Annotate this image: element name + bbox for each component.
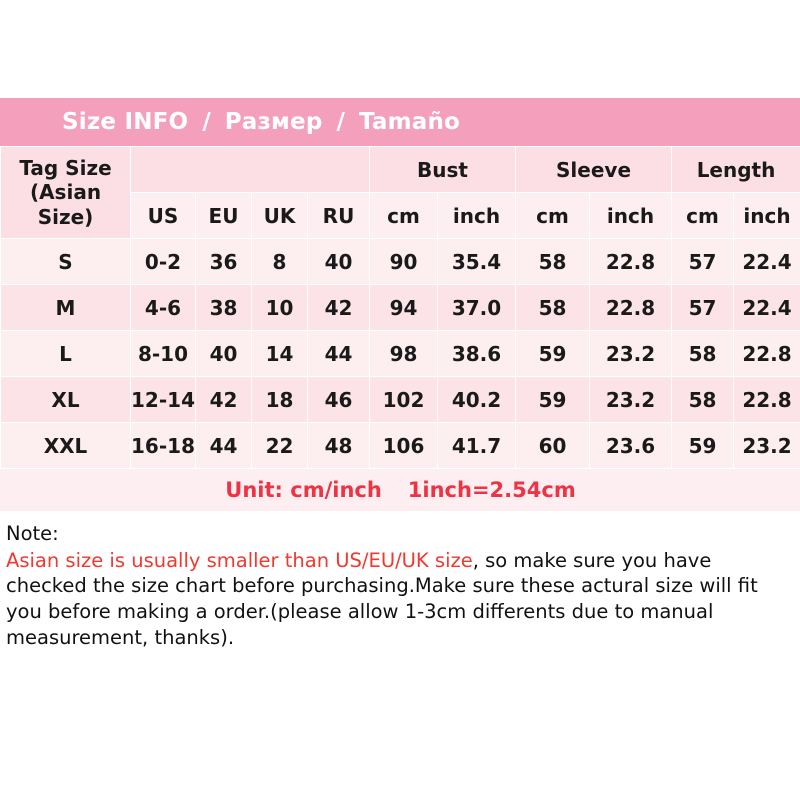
cell-xl-bust-inch: 40.2: [438, 377, 516, 423]
header-ru: RU: [308, 193, 370, 239]
size-table: [0, 146, 800, 469]
cell-m-eu: 38: [196, 285, 252, 331]
header-length-inch: inch: [734, 193, 800, 239]
header-length-cm: cm: [672, 193, 734, 239]
row-tag-s: S: [1, 239, 131, 285]
row-tag-l: L: [1, 331, 131, 377]
cell-l-length-inch: 22.8: [734, 331, 800, 377]
cell-xl-sleeve-cm: 59: [516, 377, 590, 423]
cell-s-sleeve-inch: 22.8: [590, 239, 672, 285]
cell-m-ru: 42: [308, 285, 370, 331]
size-chart-sheet: [0, 98, 800, 651]
header-bust-cm: cm: [370, 193, 438, 239]
note-label: Note:: [6, 522, 59, 545]
cell-xl-sleeve-inch: 23.2: [590, 377, 672, 423]
table-row: [1, 331, 800, 377]
cell-l-ru: 44: [308, 331, 370, 377]
unit-note: [0, 469, 800, 511]
row-tag-xl: XL: [1, 377, 131, 423]
cell-xxl-bust-inch: 41.7: [438, 423, 516, 469]
cell-xl-bust-cm: 102: [370, 377, 438, 423]
cell-l-uk: 14: [252, 331, 308, 377]
cell-m-uk: 10: [252, 285, 308, 331]
note-highlight: Asian size is usually smaller than US/EU/UK size: [6, 548, 473, 572]
header-eu: EU: [196, 193, 252, 239]
cell-xxl-us: 16-18: [131, 423, 196, 469]
table-row: [1, 239, 800, 285]
cell-xl-length-cm: 58: [672, 377, 734, 423]
cell-xl-length-inch: 22.8: [734, 377, 800, 423]
cell-m-length-inch: 22.4: [734, 285, 800, 331]
cell-xxl-bust-cm: 106: [370, 423, 438, 469]
header-group-sleeve: Sleeve: [516, 147, 672, 193]
cell-l-us: 8-10: [131, 331, 196, 377]
header-title-en: Size INFO: [62, 109, 189, 135]
cell-xl-ru: 46: [308, 377, 370, 423]
cell-xxl-length-cm: 59: [672, 423, 734, 469]
cell-xl-us: 12-14: [131, 377, 196, 423]
cell-xl-eu: 42: [196, 377, 252, 423]
row-tag-xxl: XXL: [1, 423, 131, 469]
cell-m-sleeve-cm: 58: [516, 285, 590, 331]
cell-s-uk: 8: [252, 239, 308, 285]
tag-size-line-1: Tag Size: [19, 155, 112, 180]
cell-l-sleeve-inch: 23.2: [590, 331, 672, 377]
header-uk: UK: [252, 193, 308, 239]
table-header-row-groups: [1, 147, 800, 193]
cell-xl-uk: 18: [252, 377, 308, 423]
header-title-ru: Размер: [224, 109, 323, 135]
row-tag-m: M: [1, 285, 131, 331]
header-sleeve-cm: cm: [516, 193, 590, 239]
header-tag-size: [1, 147, 131, 239]
size-info-header: [0, 98, 800, 146]
cell-l-bust-inch: 38.6: [438, 331, 516, 377]
table-row: [1, 285, 800, 331]
tag-size-line-3: Size): [37, 204, 94, 229]
cell-s-eu: 36: [196, 239, 252, 285]
cell-l-eu: 40: [196, 331, 252, 377]
cell-xxl-eu: 44: [196, 423, 252, 469]
header-group-length: Length: [672, 147, 800, 193]
header-bust-inch: inch: [438, 193, 516, 239]
cell-s-length-cm: 57: [672, 239, 734, 285]
header-region-spacer: [131, 147, 370, 193]
cell-s-bust-inch: 35.4: [438, 239, 516, 285]
cell-s-length-inch: 22.4: [734, 239, 800, 285]
cell-xxl-sleeve-cm: 60: [516, 423, 590, 469]
note-block: [0, 511, 800, 651]
header-separator-2: /: [336, 109, 345, 135]
tag-size-line-2: (Asian: [29, 180, 102, 205]
cell-s-us: 0-2: [131, 239, 196, 285]
note-rest: , so make sure you have checked the size chart before purchasing.Make sure these actural size will fit you before making a order.(please allow 1-3cm differents due to manual measurement, thanks).: [6, 548, 758, 649]
header-title-es: Tamaño: [358, 109, 461, 135]
cell-xxl-uk: 22: [252, 423, 308, 469]
header-us: US: [131, 193, 196, 239]
unit-conversion: 1inch=2.54cm: [407, 478, 576, 502]
cell-m-sleeve-inch: 22.8: [590, 285, 672, 331]
cell-m-length-cm: 57: [672, 285, 734, 331]
cell-l-sleeve-cm: 59: [516, 331, 590, 377]
cell-s-ru: 40: [308, 239, 370, 285]
cell-m-bust-cm: 94: [370, 285, 438, 331]
cell-s-sleeve-cm: 58: [516, 239, 590, 285]
header-separator-1: /: [202, 109, 211, 135]
table-row: [1, 423, 800, 469]
cell-m-bust-inch: 37.0: [438, 285, 516, 331]
header-sleeve-inch: inch: [590, 193, 672, 239]
cell-l-length-cm: 58: [672, 331, 734, 377]
header-group-bust: Bust: [370, 147, 516, 193]
unit-text: Unit: cm/inch: [225, 478, 382, 502]
table-row: [1, 377, 800, 423]
cell-m-us: 4-6: [131, 285, 196, 331]
cell-xxl-length-inch: 23.2: [734, 423, 800, 469]
cell-s-bust-cm: 90: [370, 239, 438, 285]
cell-l-bust-cm: 98: [370, 331, 438, 377]
cell-xxl-ru: 48: [308, 423, 370, 469]
cell-xxl-sleeve-inch: 23.6: [590, 423, 672, 469]
